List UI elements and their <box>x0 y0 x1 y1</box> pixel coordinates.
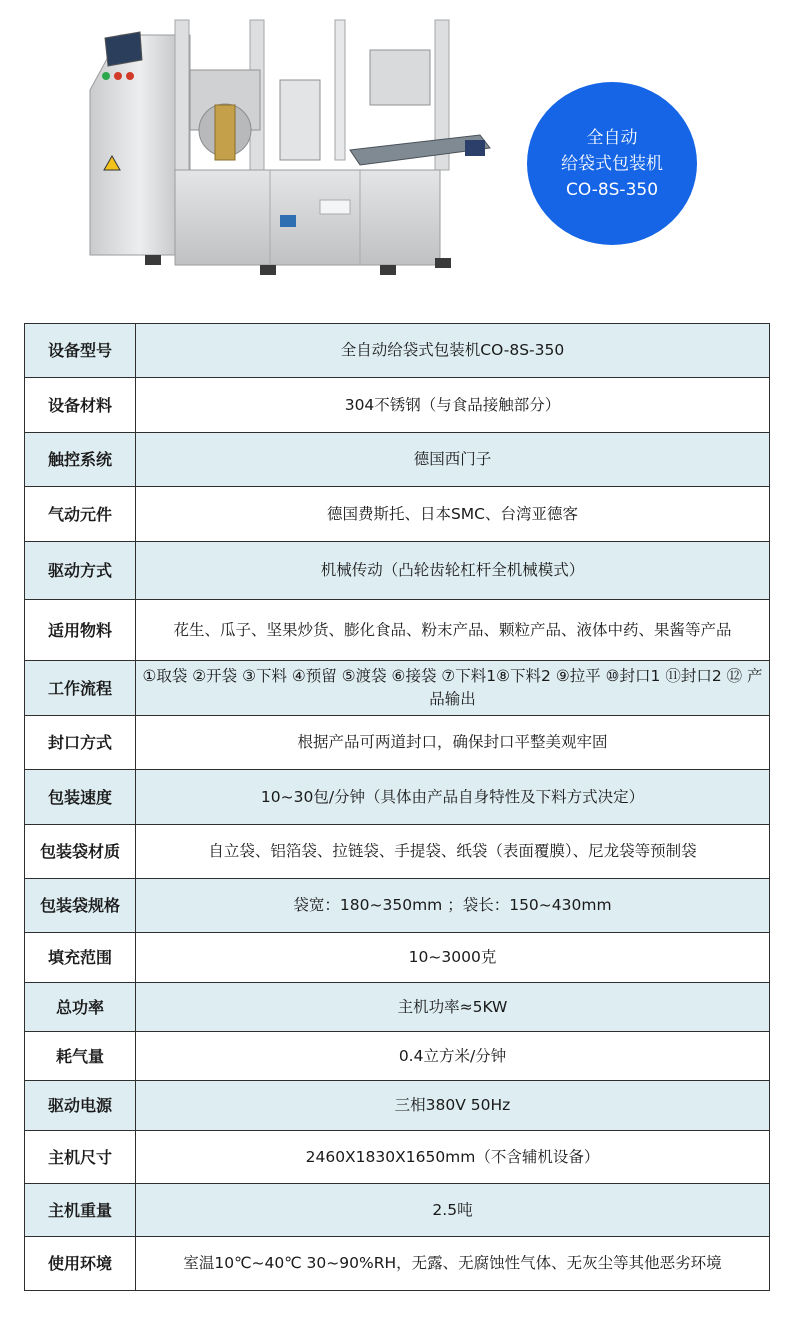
table-row <box>25 661 770 716</box>
spec-key: 包装袋规格 <box>25 879 136 933</box>
table-row <box>25 825 770 879</box>
spec-value: 根据产品可两道封口，确保封口平整美观牢固 <box>136 716 770 770</box>
spec-value: 三相380V 50Hz <box>136 1081 770 1131</box>
spec-value: 袋宽：180~350mm ；袋长：150~430mm <box>136 879 770 933</box>
spec-key: 总功率 <box>25 983 136 1032</box>
spec-key: 驱动电源 <box>25 1081 136 1131</box>
table-row <box>25 378 770 433</box>
spec-key: 主机尺寸 <box>25 1131 136 1184</box>
table-row <box>25 1081 770 1131</box>
badge-line-1: 全自动 <box>586 127 638 148</box>
packaging-machine-image <box>80 10 500 300</box>
table-row <box>25 983 770 1032</box>
table-row <box>25 879 770 933</box>
spec-key: 设备材料 <box>25 378 136 433</box>
badge-line-3: CO-8S-350 <box>565 179 659 200</box>
spec-key: 驱动方式 <box>25 542 136 600</box>
spec-key: 适用物料 <box>25 600 136 661</box>
table-row <box>25 542 770 600</box>
table-row <box>25 933 770 983</box>
table-row <box>25 487 770 542</box>
table-row <box>25 1032 770 1081</box>
spec-key: 工作流程 <box>25 661 136 716</box>
spec-value: 德国费斯托、日本SMC、台湾亚德客 <box>136 487 770 542</box>
spec-value: 2460X1830X1650mm（不含辅机设备） <box>136 1131 770 1184</box>
spec-key: 包装袋材质 <box>25 825 136 879</box>
spec-key: 设备型号 <box>25 324 136 378</box>
spec-value: 主机功率≈5KW <box>136 983 770 1032</box>
table-row <box>25 716 770 770</box>
spec-key: 耗气量 <box>25 1032 136 1081</box>
table-row <box>25 600 770 661</box>
product-hero <box>0 0 790 315</box>
spec-value: 室温10℃~40℃ 30~90%RH，无露、无腐蚀性气体、无灰尘等其他恶劣环境 <box>136 1237 770 1291</box>
spec-value: 2.5吨 <box>136 1184 770 1237</box>
spec-key: 使用环境 <box>25 1237 136 1291</box>
spec-value: 德国西门子 <box>136 433 770 487</box>
spec-key: 气动元件 <box>25 487 136 542</box>
spec-value: 花生、瓜子、坚果炒货、膨化食品、粉末产品、颗粒产品、液体中药、果酱等产品 <box>136 600 770 661</box>
spec-table <box>24 323 770 1291</box>
spec-key: 填充范围 <box>25 933 136 983</box>
spec-key: 包装速度 <box>25 770 136 825</box>
table-row <box>25 770 770 825</box>
spec-value: 自立袋、铝箔袋、拉链袋、手提袋、纸袋（表面覆膜）、尼龙袋等预制袋 <box>136 825 770 879</box>
badge-line-2: 给袋式包装机 <box>561 153 663 174</box>
model-badge <box>527 82 697 245</box>
spec-value: 0.4立方米/分钟 <box>136 1032 770 1081</box>
table-row <box>25 1237 770 1291</box>
table-row <box>25 1131 770 1184</box>
spec-key: 主机重量 <box>25 1184 136 1237</box>
spec-key: 封口方式 <box>25 716 136 770</box>
spec-value: 全自动给袋式包装机CO-8S-350 <box>136 324 770 378</box>
table-row <box>25 324 770 378</box>
spec-value: 304不锈钢（与食品接触部分） <box>136 378 770 433</box>
spec-key: 触控系统 <box>25 433 136 487</box>
spec-value: ①取袋 ②开袋 ③下料 ④预留 ⑤渡袋 ⑥接袋 ⑦下料1⑧下料2 ⑨拉平 ⑩封口1 ⑪封口2 ⑫ 产品输出 <box>136 661 770 716</box>
spec-value: 机械传动（凸轮齿轮杠杆全机械模式） <box>136 542 770 600</box>
spec-value: 10~30包/分钟（具体由产品自身特性及下料方式决定） <box>136 770 770 825</box>
spec-value: 10~3000克 <box>136 933 770 983</box>
table-row <box>25 433 770 487</box>
table-row <box>25 1184 770 1237</box>
